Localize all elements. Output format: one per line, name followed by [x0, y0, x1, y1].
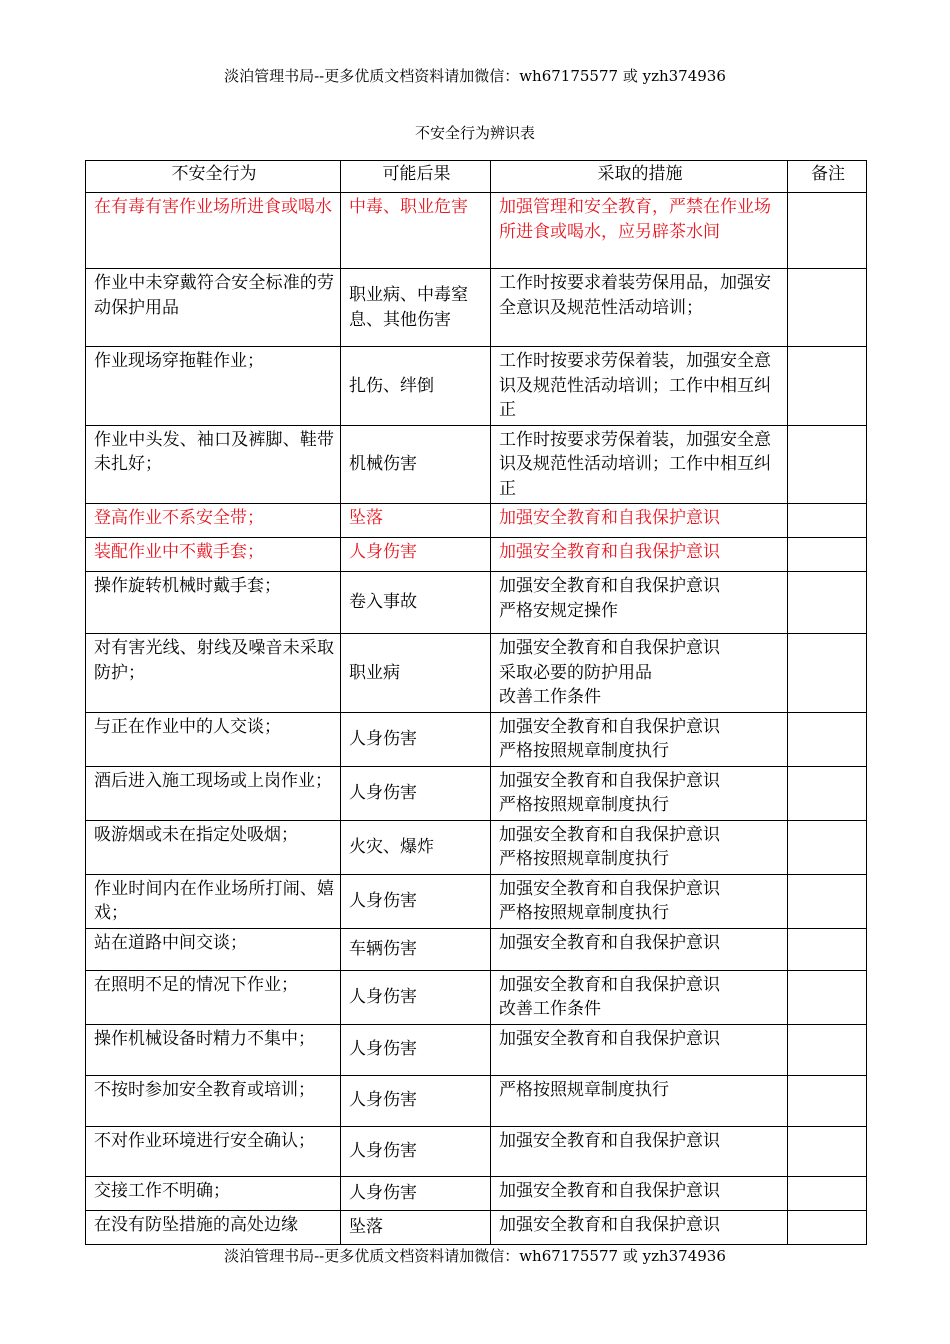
cell-note [788, 712, 867, 766]
cell-behavior: 酒后进入施工现场或上岗作业； [86, 766, 341, 820]
cell-consequence: 人身伤害 [341, 1176, 491, 1210]
header-measures: 采取的措施 [491, 161, 788, 193]
cell-consequence: 人身伤害 [341, 766, 491, 820]
cell-measures [491, 425, 788, 504]
cell-note [788, 269, 867, 347]
cell-consequence: 职业病 [341, 634, 491, 713]
cell-behavior: 作业中未穿戴符合安全标准的劳动保护用品 [86, 269, 341, 347]
table-row [86, 970, 867, 1024]
cell-consequence: 人身伤害 [341, 1126, 491, 1176]
cell-behavior: 交接工作不明确； [86, 1176, 341, 1210]
measure-line: 严格按照规章制度执行 [499, 795, 669, 815]
page-footer: 淡泊管理书局--更多优质文档资料请加微信：wh67175577 或 yzh374936 [224, 1247, 726, 1265]
cell-behavior: 吸游烟或未在指定处吸烟； [86, 820, 341, 874]
cell-behavior: 在没有防坠措施的高处边缘 [86, 1210, 341, 1244]
table-header-row [86, 161, 867, 193]
cell-measures [491, 1210, 788, 1244]
cell-note [788, 766, 867, 820]
page-title: 不安全行为辨识表 [414, 124, 535, 142]
measure-line: 加强安全教育和自我保护意识 [499, 508, 720, 528]
table-row [86, 634, 867, 713]
cell-note [788, 347, 867, 426]
cell-measures [491, 766, 788, 820]
table-row [86, 1210, 867, 1244]
unsafe-behavior-table [85, 160, 867, 1245]
cell-behavior: 与正在作业中的人交谈； [86, 712, 341, 766]
cell-consequence: 卷入事故 [341, 572, 491, 634]
measure-line: 严格按照规章制度执行 [499, 1079, 669, 1100]
cell-measures [491, 269, 788, 347]
cell-measures [491, 1024, 788, 1075]
cell-behavior: 操作机械设备时精力不集中； [86, 1024, 341, 1075]
table-row [86, 193, 867, 269]
measure-line: 改善工作条件 [499, 999, 601, 1019]
cell-note [788, 425, 867, 504]
table-row [86, 1075, 867, 1126]
cell-behavior: 在有毒有害作业场所进食或喝水 [86, 193, 341, 269]
cell-note [788, 1176, 867, 1210]
cell-measures [491, 347, 788, 426]
page-header: 淡泊管理书局--更多优质文档资料请加微信：wh67175577 或 yzh374936 [224, 67, 726, 85]
cell-measures [491, 1176, 788, 1210]
cell-behavior: 作业中头发、袖口及裤脚、鞋带未扎好； [86, 425, 341, 504]
cell-behavior: 对有害光线、射线及噪音未采取防护； [86, 634, 341, 713]
measure-line: 加强安全教育和自我保护意识 [499, 542, 720, 562]
cell-consequence: 人身伤害 [341, 1075, 491, 1126]
cell-measures [491, 874, 788, 928]
cell-behavior: 装配作业中不戴手套； [86, 538, 341, 572]
header-behavior: 不安全行为 [86, 161, 341, 193]
cell-note [788, 538, 867, 572]
cell-measures [491, 572, 788, 634]
cell-behavior: 站在道路中间交谈； [86, 928, 341, 970]
cell-measures [491, 504, 788, 538]
table-row [86, 572, 867, 634]
cell-behavior: 不对作业环境进行安全确认； [86, 1126, 341, 1176]
measure-line: 加强安全教育和自我保护意识 [499, 716, 720, 737]
cell-measures [491, 712, 788, 766]
table-row [86, 1024, 867, 1075]
cell-note [788, 970, 867, 1024]
table-row [86, 1126, 867, 1176]
measure-line: 加强安全教育和自我保护意识 [499, 824, 720, 845]
cell-note [788, 1126, 867, 1176]
cell-behavior: 登高作业不系安全带； [86, 504, 341, 538]
measure-line: 加强安全教育和自我保护意识 [499, 932, 720, 953]
measure-line: 加强管理和安全教育，严禁在作业场所进食或喝水，应另辟茶水间 [499, 197, 771, 242]
table-row [86, 928, 867, 970]
cell-note [788, 193, 867, 269]
measure-line: 加强安全教育和自我保护意识 [499, 1028, 720, 1049]
table-row [86, 712, 867, 766]
cell-consequence: 车辆伤害 [341, 928, 491, 970]
measure-line: 采取必要的防护用品 [499, 662, 652, 683]
cell-measures [491, 970, 788, 1024]
measure-line: 工作时按要求劳保着装，加强安全意识及规范性活动培训；工作中相互纠正 [499, 429, 771, 499]
table-row [86, 766, 867, 820]
cell-note [788, 1024, 867, 1075]
table-row [86, 504, 867, 538]
cell-measures [491, 1126, 788, 1176]
measure-line: 工作时按要求着装劳保用品，加强安全意识及规范性活动培训； [499, 273, 771, 318]
cell-behavior: 不按时参加安全教育或培训； [86, 1075, 341, 1126]
measure-line: 加强安全教育和自我保护意识 [499, 1130, 720, 1151]
cell-consequence: 坠落 [341, 504, 491, 538]
cell-measures [491, 634, 788, 713]
table-row [86, 1176, 867, 1210]
cell-consequence: 中毒、职业危害 [341, 193, 491, 269]
measure-line: 加强安全教育和自我保护意识 [499, 1214, 720, 1235]
header-note: 备注 [788, 161, 867, 193]
cell-behavior: 操作旋转机械时戴手套； [86, 572, 341, 634]
cell-consequence: 人身伤害 [341, 712, 491, 766]
cell-consequence: 火灾、爆炸 [341, 820, 491, 874]
table-row [86, 347, 867, 426]
table-body [86, 193, 867, 1245]
cell-behavior: 作业时间内在作业场所打闹、嬉戏； [86, 874, 341, 928]
cell-note [788, 1210, 867, 1244]
table-row [86, 820, 867, 874]
measure-line: 加强安全教育和自我保护意识 [499, 576, 720, 596]
cell-measures [491, 538, 788, 572]
cell-measures [491, 928, 788, 970]
cell-behavior: 在照明不足的情况下作业； [86, 970, 341, 1024]
table-row [86, 538, 867, 572]
cell-note [788, 928, 867, 970]
cell-consequence: 职业病、中毒窒息、其他伤害 [341, 269, 491, 347]
measure-line: 严格安规定操作 [499, 600, 618, 621]
cell-consequence: 扎伤、绊倒 [341, 347, 491, 426]
measure-line: 严格按照规章制度执行 [499, 849, 669, 869]
measure-line: 改善工作条件 [499, 687, 601, 707]
measure-line: 严格按照规章制度执行 [499, 741, 669, 761]
table-row [86, 269, 867, 347]
cell-consequence: 机械伤害 [341, 425, 491, 504]
measure-line: 工作时按要求劳保着装，加强安全意识及规范性活动培训；工作中相互纠正 [499, 351, 771, 420]
table-row [86, 874, 867, 928]
cell-consequence: 人身伤害 [341, 538, 491, 572]
cell-measures [491, 193, 788, 269]
measure-line: 加强安全教育和自我保护意识 [499, 974, 720, 995]
cell-consequence: 坠落 [341, 1210, 491, 1244]
measure-line: 加强安全教育和自我保护意识 [499, 878, 720, 899]
cell-note [788, 1075, 867, 1126]
cell-measures [491, 820, 788, 874]
measure-line: 加强安全教育和自我保护意识 [499, 1180, 720, 1201]
cell-note [788, 572, 867, 634]
measure-line: 加强安全教育和自我保护意识 [499, 638, 720, 658]
cell-consequence: 人身伤害 [341, 1024, 491, 1075]
cell-consequence: 人身伤害 [341, 970, 491, 1024]
table-row [86, 425, 867, 504]
cell-measures [491, 1075, 788, 1126]
cell-consequence: 人身伤害 [341, 874, 491, 928]
cell-note [788, 634, 867, 713]
cell-note [788, 820, 867, 874]
cell-note [788, 504, 867, 538]
cell-behavior: 作业现场穿拖鞋作业； [86, 347, 341, 426]
header-consequence: 可能后果 [341, 161, 491, 193]
measure-line: 加强安全教育和自我保护意识 [499, 770, 720, 791]
cell-note [788, 874, 867, 928]
measure-line: 严格按照规章制度执行 [499, 903, 669, 923]
